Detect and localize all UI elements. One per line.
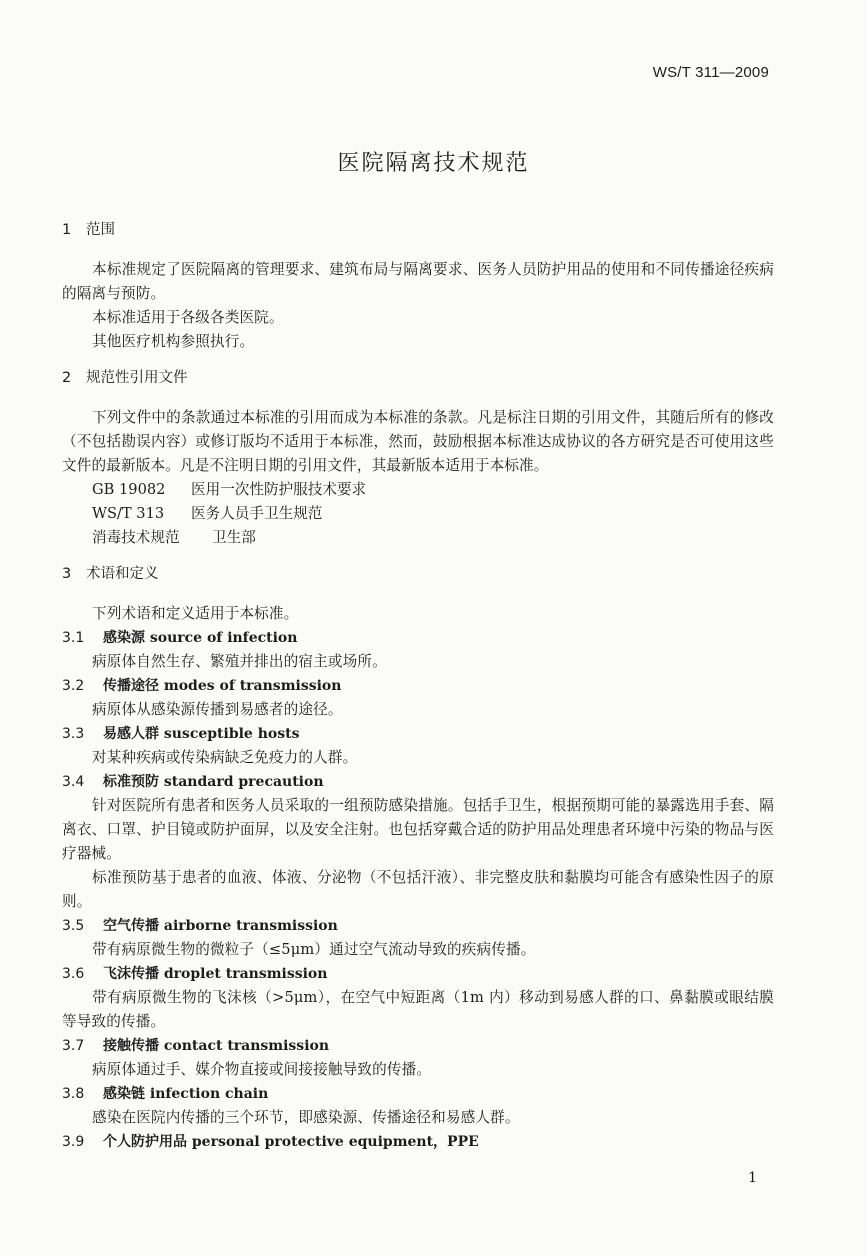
term-heading — [62, 1034, 774, 1058]
section-title: 术语和定义 — [86, 566, 159, 582]
term-zh: 空气传播 — [103, 918, 159, 934]
term-number: 3.9 — [62, 1134, 85, 1150]
term-en: contact transmission — [163, 1038, 330, 1054]
term-number: 3.7 — [62, 1038, 85, 1054]
term-heading — [62, 674, 774, 698]
term-definition: 针对医院所有患者和医务人员采取的一组预防感染措施。包括手卫生，根据预期可能的暴露选用手套、隔离衣、口罩、护目镜或防护面屏，以及安全注射。也包括穿戴合适的防护用品处理患者环境中污染的物品与医疗器械。 — [62, 797, 774, 862]
reference-code: GB 19082 — [92, 481, 166, 498]
term-en: susceptible hosts — [163, 726, 300, 742]
term-zh: 感染源 — [103, 630, 145, 646]
section-title: 范围 — [86, 222, 115, 238]
term-en: modes of transmission — [163, 678, 342, 694]
reference-code: 消毒技术规范 — [92, 529, 180, 546]
term-number: 3.5 — [62, 918, 85, 934]
term-zh: 感染链 — [103, 1086, 145, 1102]
term-heading — [62, 626, 774, 650]
term-heading — [62, 770, 774, 794]
term-zh: 标准预防 — [103, 774, 159, 790]
term-heading — [62, 1082, 774, 1106]
term-number: 3.1 — [62, 630, 85, 646]
term-definition: 病原体自然生存、繁殖并排出的宿主或场所。 — [92, 653, 387, 670]
reference-code: WS/T 313 — [92, 505, 165, 522]
reference-title: 医务人员手卫生规范 — [191, 505, 323, 522]
term-heading — [62, 914, 774, 938]
section-3-heading — [62, 562, 774, 586]
section-number: 3 — [62, 566, 72, 582]
term-number: 3.6 — [62, 966, 85, 982]
term-number: 3.8 — [62, 1086, 85, 1102]
term-en: standard precaution — [163, 774, 324, 790]
term-number: 3.4 — [62, 774, 85, 790]
term-en: airborne transmission — [163, 918, 338, 934]
term-zh: 易感人群 — [103, 726, 159, 742]
paragraph: 其他医疗机构参照执行。 — [92, 333, 255, 350]
term-zh: 个人防护用品 — [103, 1134, 187, 1150]
document-title: 医院隔离技术规范 — [337, 151, 530, 176]
section-1-heading — [62, 218, 774, 242]
reference-item — [62, 526, 774, 550]
term-number: 3.3 — [62, 726, 85, 742]
term-en: infection chain — [149, 1086, 269, 1102]
section-title: 规范性引用文件 — [86, 370, 188, 386]
term-definition: 带有病原微生物的微粒子（≤5μm）通过空气流动导致的疾病传播。 — [92, 941, 536, 958]
term-heading — [62, 1130, 774, 1154]
paragraph: 下列术语和定义适用于本标准。 — [92, 605, 299, 622]
section-number: 2 — [62, 370, 72, 386]
paragraph: 本标准适用于各级各类医院。 — [92, 309, 284, 326]
paragraph: 下列文件中的条款通过本标准的引用而成为本标准的条款。凡是标注日期的引用文件，其随后所有的修改（不包括勘误内容）或修订版均不适用于本标准，然而，鼓励根据本标准达成协议的各方研究是否可使用这些文件的最新版本。凡是不注明日期的引用文件，其最新版本适用于本标准。 — [62, 409, 774, 474]
term-heading — [62, 722, 774, 746]
reference-title: 卫生部 — [212, 529, 256, 546]
term-definition: 病原体从感染源传播到易感者的途径。 — [92, 701, 343, 718]
section-2-heading — [62, 366, 774, 390]
term-definition: 带有病原微生物的飞沫核（>5μm），在空气中短距离（1m 内）移动到易感人群的口、鼻黏膜或眼结膜等导致的传播。 — [62, 989, 774, 1030]
paragraph: 本标准规定了医院隔离的管理要求、建筑布局与隔离要求、医务人员防护用品的使用和不同传播途径疾病的隔离与预防。 — [62, 261, 774, 302]
term-en: personal protective equipment，PPE — [191, 1134, 479, 1150]
reference-title: 医用一次性防护服技术要求 — [191, 481, 367, 498]
standard-number: WS/T 311—2009 — [652, 64, 769, 81]
page-number: 1 — [748, 1170, 757, 1186]
term-definition: 标准预防基于患者的血液、体液、分泌物（不包括汗液）、非完整皮肤和黏膜均可能含有感染性因子的原则。 — [62, 869, 774, 910]
document-body — [62, 218, 774, 1154]
term-zh: 飞沫传播 — [103, 966, 159, 982]
term-zh: 传播途径 — [103, 678, 159, 694]
term-heading — [62, 962, 774, 986]
term-definition: 感染在医院内传播的三个环节，即感染源、传播途径和易感人群。 — [92, 1109, 520, 1126]
reference-item — [62, 502, 774, 526]
term-definition: 对某种疾病或传染病缺乏免疫力的人群。 — [92, 749, 358, 766]
term-en: source of infection — [149, 630, 298, 646]
term-en: droplet transmission — [163, 966, 328, 982]
reference-item — [62, 478, 774, 502]
term-definition: 病原体通过手、媒介物直接或间接接触导致的传播。 — [92, 1061, 432, 1078]
term-zh: 接触传播 — [103, 1038, 159, 1054]
term-number: 3.2 — [62, 678, 85, 694]
section-number: 1 — [62, 222, 72, 238]
